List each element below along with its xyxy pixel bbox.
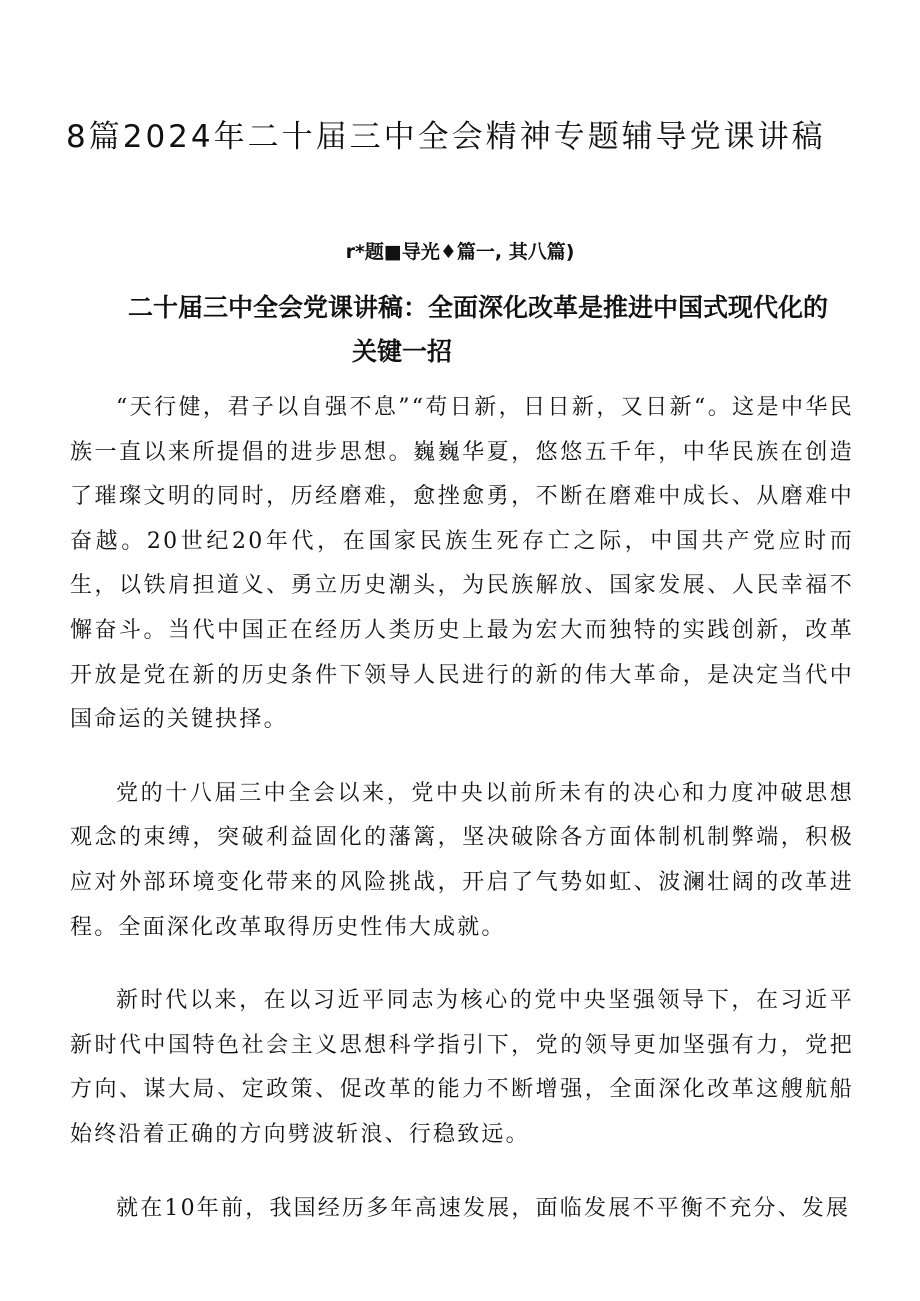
paragraph: 党的十八届三中全会以来，党中央以前所未有的决心和力度冲破思想观念的束缚，突破利益固化的藩篱，坚决破除各方面体制机制弊端，积极应对外部环境变化带来的风险挑战，开启了气势如虹、波澜壮阔的改革进程。全面深化改革取得历史性伟大成就。 bbox=[70, 780, 854, 940]
section-heading-line2: 关键一招 bbox=[352, 337, 453, 366]
section-heading-line1: 二十届三中全会党课讲稿：全面深化改革是推进中国式现代化的 bbox=[128, 293, 829, 322]
paragraph: “天行健，君子以自强不息”“苟日新，日日新，又日新“。这是中华民族一直以来所提倡的进步思想。巍巍华夏，悠悠五千年，中华民族在创造了璀璨文明的同时，历经磨难，愈挫愈勇，不断在磨难中成长、从磨难中奋越。20世纪20年代，在国家民族生死存亡之际，中国共产党应时而生，以铁肩担道义、勇立历史潮头，为民族解放、国家发展、人民幸福不懈奋斗。当代中国正在经历人类历史上最为宏大而独特的实践创新，改革开放是党在新的历史条件下领导人民进行的新的伟大革命，是决定当代中国命运的关键抉择。 bbox=[70, 395, 854, 733]
body-text bbox=[70, 386, 854, 1260]
section-heading bbox=[128, 286, 868, 374]
paragraph: 就在10年前，我国经历多年高速发展，面临发展不平衡不充分、发展 bbox=[116, 1195, 851, 1221]
document-subtitle: r*题■导光♦篇一, 其八篇) bbox=[345, 241, 575, 263]
document-title: 8篇2024年二十届三中全会精神专题辅导党课讲稿 bbox=[66, 119, 826, 155]
paragraph: 新时代以来，在以习近平同志为核心的党中央坚强领导下，在习近平新时代中国特色社会主义思想科学指引下，党的领导更加坚强有力，党把方向、谋大局、定政策、促改革的能力不断增强，全面深化改革这艘航船始终沿着正确的方向劈波斩浪、行稳致远。 bbox=[70, 988, 854, 1147]
